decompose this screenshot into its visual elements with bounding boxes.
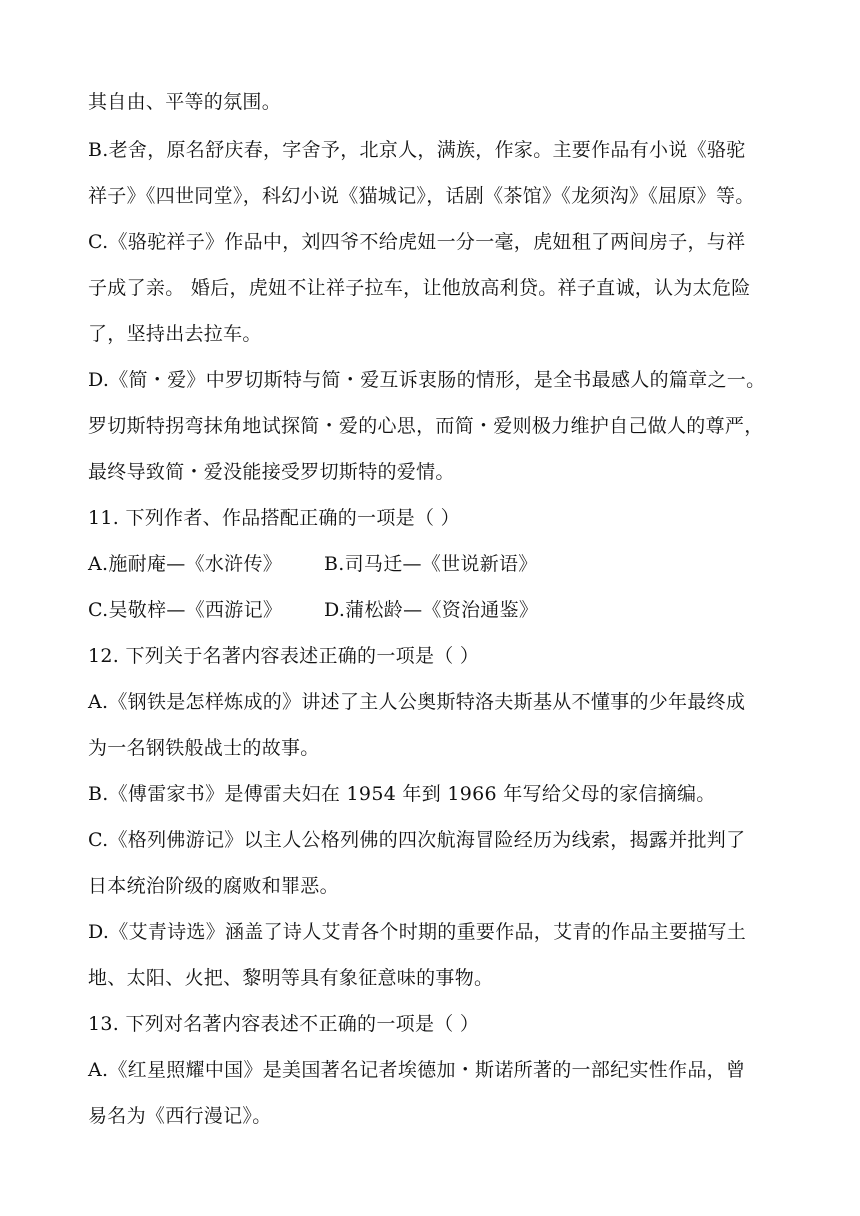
text-line: 地、太阳、火把、黎明等具有象征意味的事物。 xyxy=(88,967,494,989)
text-line: 日本统治阶级的腐败和罪恶。 xyxy=(88,875,339,897)
text-line: A.《钢铁是怎样炼成的》讲述了主人公奥斯特洛夫斯基从不懂事的少年最终成 xyxy=(88,691,746,713)
text-line: 罗切斯特拐弯抹角地试探简・爱的心思，而简・爱则极力维护自己做人的尊严， xyxy=(88,415,764,437)
text-line: 其自由、平等的氛围。 xyxy=(88,91,282,113)
text-line: D.《艾青诗选》涵盖了诗人艾青各个时期的重要作品，艾青的作品主要描写土 xyxy=(88,921,747,943)
text-line: 子成了亲。 婚后，虎妞不让祥子拉车，让他放高利贷。祥子直诚，认为太危险 xyxy=(88,277,751,299)
question-11-stem: 11. 下列作者、作品搭配正确的一项是（ ） xyxy=(88,507,460,529)
text-line: C.《骆驼祥子》作品中，刘四爷不给虎妞一分一毫，虎妞租了两间房子，与祥 xyxy=(88,231,746,253)
text-line: 最终导致简・爱没能接受罗切斯特的爱情。 xyxy=(88,461,455,483)
text-line: 为一名钢铁般战士的故事。 xyxy=(88,737,320,759)
text-line: A.《红星照耀中国》是美国著名记者埃德加・斯诺所著的一部纪实性作品，曾 xyxy=(88,1059,746,1081)
q11-option-d: D.蒲松龄—《资治通鉴》 xyxy=(324,599,539,621)
q11-option-b: B.司马迁—《世说新语》 xyxy=(324,553,538,575)
q11-option-c: C.吴敬梓—《西游记》 xyxy=(88,599,283,621)
text-line: 易名为《西行漫记》。 xyxy=(88,1105,272,1127)
text-line: C.《格列佛游记》以主人公格列佛的四次航海冒险经历为线索，揭露并批判了 xyxy=(88,829,746,851)
question-13-stem: 13. 下列对名著内容表述不正确的一项是（ ） xyxy=(88,1013,480,1035)
text-line: 了，坚持出去拉车。 xyxy=(88,323,262,345)
text-line: 祥子》《四世同堂》，科幻小说《猫城记》，话剧《茶馆》《龙须沟》《屈原》等。 xyxy=(88,185,755,207)
text-line: B.《傅雷家书》是傅雷夫妇在 1954 年到 1966 年写给父母的家信摘编。 xyxy=(88,783,716,805)
text-line: B.老舍，原名舒庆春，字舍予，北京人，满族，作家。主要作品有小说《骆驼 xyxy=(88,139,746,161)
q11-option-a: A.施耐庵—《水浒传》 xyxy=(88,553,283,575)
question-12-stem: 12. 下列关于名著内容表述正确的一项是（ ） xyxy=(88,645,480,667)
text-line: D.《简・爱》中罗切斯特与简・爱互诉衷肠的情形，是全书最感人的篇章之一。 xyxy=(88,369,766,391)
